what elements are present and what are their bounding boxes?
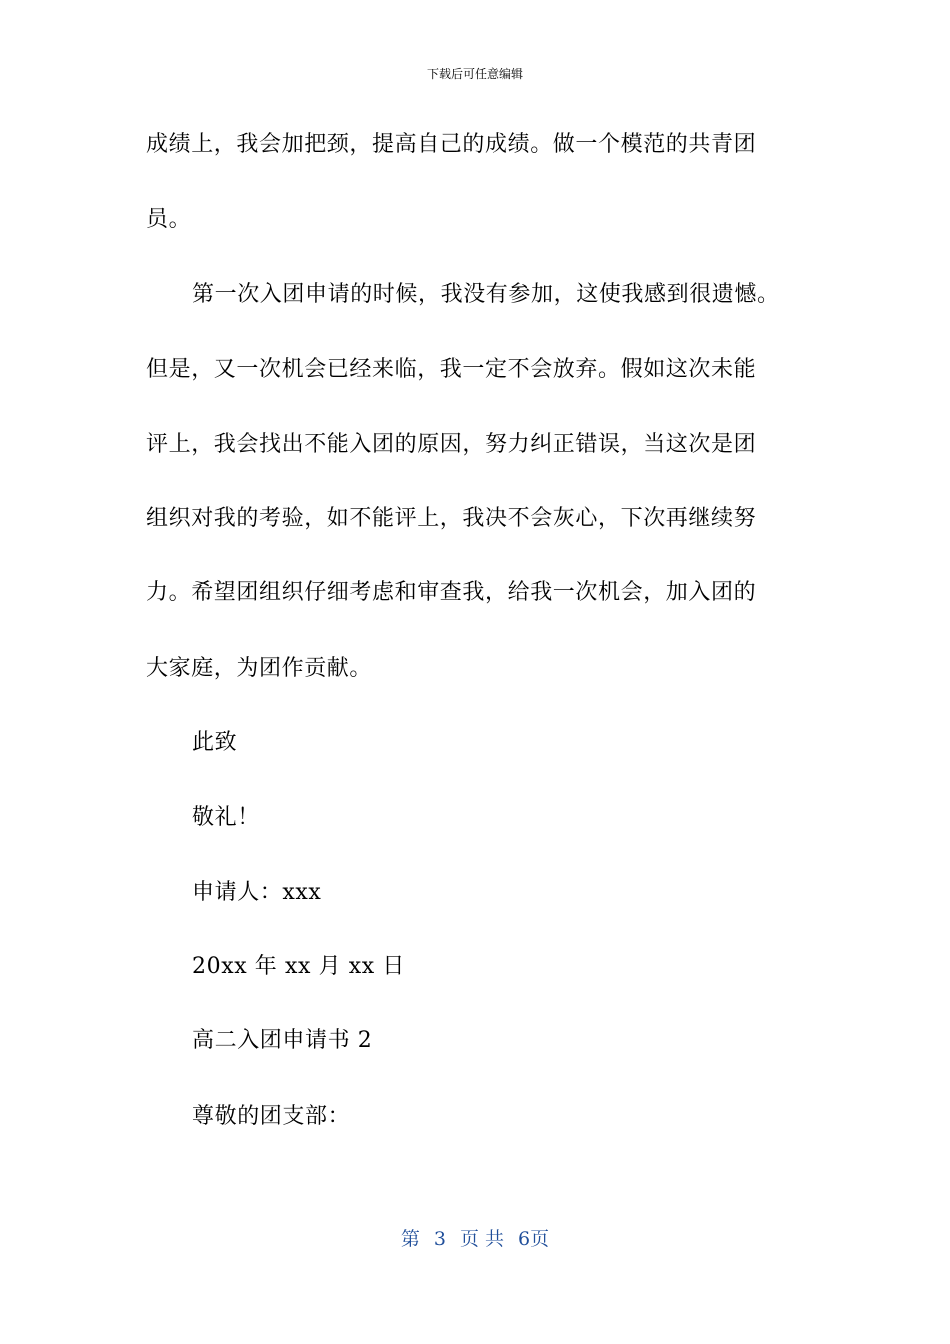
body-line-4: 但是，又一次机会已经来临，我一定不会放弃。假如这次未能 [146, 357, 757, 382]
closing-salutation: 此致 [192, 730, 238, 755]
footer-suffix: 页 [530, 1228, 550, 1250]
body-line-1: 成绩上，我会加把颈，提高自己的成绩。做一个模范的共青团 [146, 132, 757, 157]
footer-page-number: 3 [433, 1228, 446, 1250]
page-header: 下载后可任意编辑 [426, 67, 523, 81]
body-line-3: 第一次入团申请的时候，我没有参加，这使我感到很遗憾。 [192, 282, 780, 307]
body-line-7: 力。希望团组织仔细考虑和审查我，给我一次机会，加入团的 [146, 580, 757, 605]
footer-prefix: 第 [400, 1228, 420, 1250]
body-line-2: 员。 [146, 207, 192, 232]
body-line-8: 大家庭，为团作贡献。 [146, 656, 373, 681]
body-line-5: 评上，我会找出不能入团的原因，努力纠正错误，当这次是团 [146, 432, 757, 457]
applicant-signature: 申请人：xxx [192, 880, 322, 905]
footer-middle: 页 共 [459, 1228, 505, 1250]
application-date: 20xx 年 xx 月 xx 日 [192, 954, 406, 979]
body-line-6: 组织对我的考验，如不能评上，我决不会灰心，下次再继续努 [146, 506, 757, 531]
footer-total-pages: 6 [518, 1228, 531, 1250]
section-title: 高二入团申请书 2 [192, 1028, 373, 1053]
greeting: 尊敬的团支部： [192, 1104, 351, 1129]
page-footer [0, 1226, 950, 1252]
closing-regards: 敬礼！ [192, 805, 260, 830]
